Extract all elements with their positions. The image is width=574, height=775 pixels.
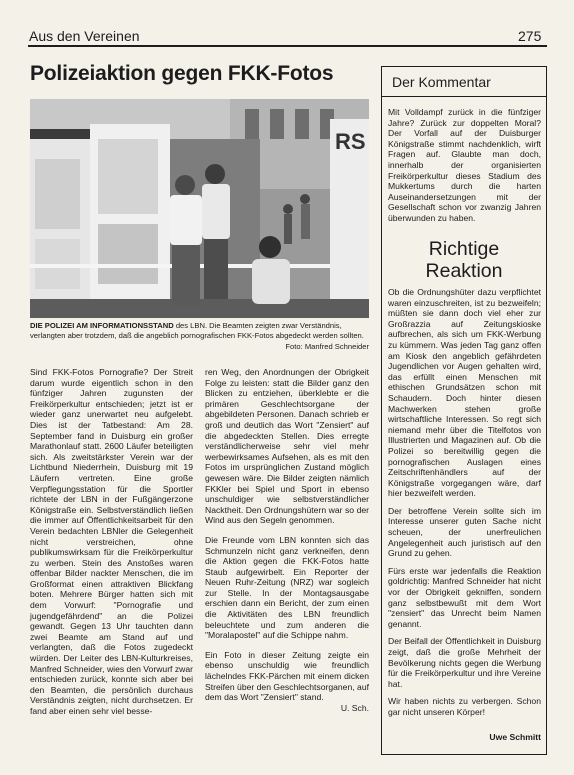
photo-caption (30, 321, 369, 352)
article-photo (30, 99, 369, 318)
article-column-2 (205, 367, 369, 713)
police-at-info-stand-photo (30, 99, 369, 318)
commentary-title-line: Reaktion (425, 260, 503, 282)
page-number: 275 (518, 28, 542, 44)
caption-lead: DIE POLIZEI AM INFORMATIONSSTAND (30, 321, 174, 330)
article-paragraph: Ein Foto in dieser Zeitung zeigte ein ebenso unschuldig wie freundlich lächelndes FKK-Pärchen mit einem dicken Streifen über den Geschlechtsorganen, auf dem das Wort "Zensiert" stand. (205, 649, 369, 703)
commentary-intro: Mit Volldampf zurück in die fünfziger Jahre? Zurück zur doppelten Moral? Der Vorfall auf der Duisburger Königstraße stimmt nachdenklich, wirft Fragen auf. Glaubte man doch, innerhalb der organisierten Freikörperkultur dieses Stadium des Mukkertums durch die harten Auseinandersetzungen mit der Gesellschaft schon vor zwanzig Jahren überwunden zu haben. (388, 107, 541, 223)
header-rule (28, 45, 547, 47)
commentary-title (381, 238, 547, 282)
article-column-1 (30, 367, 193, 717)
commentary-paragraph: Wir haben nichts zu verbergen. Schon gar nicht unseren Körper! (388, 696, 541, 717)
commentary-paragraph: Der Beifall der Öffentlichkeit in Duisburg zeigt, daß die große Mehrheit der Bevölkerung nichts gegen die Werbung für die Freikörperkultur und ihre Vereine hat. (388, 636, 541, 689)
article-headline: Polizeiaktion gegen FKK-Fotos (30, 62, 334, 85)
commentary-paragraph: Der betroffene Verein sollte sich im Interesse unserer guten Sache nicht scheuen, der unerfreulichen Angelegenheit auch juristisch auf den Grund zu gehen. (388, 505, 541, 559)
caption-text: des LBN. Die Beamten zeigten zwar Verständnis, verlangten aber trotzdem, daß die angeblich pornografischen FKK-Fotos abgedeckt werden sollten. (30, 321, 364, 341)
photo-credit: Foto: Manfred Schneider (285, 341, 369, 351)
article-signature: U. Sch. (340, 702, 369, 713)
section-title: Aus den Vereinen (29, 28, 140, 44)
commentary-author: Uwe Schmitt (489, 732, 541, 742)
article-paragraph: Die Freunde vom LBN konnten sich das Schmunzeln nicht ganz verkneifen, denn die Aktion gegen die FKK-Fotos hatte Staub aufgewirbelt. Ein Reporter der Neuen Ruhr-Zeitung (NRZ) war sogleich zur Stelle. In der Montagsausgabe erschien dann ein Bericht, der zum einen die Aktivitäten des LBN freundlich beleuchtete und zum anderen die "Moralapostel" auf die Schippe nahm. (205, 534, 369, 641)
stand-sign-text: RS (335, 129, 366, 154)
commentary-rule (381, 96, 547, 97)
article-paragraph: ren Weg, den Anordnungen der Obrigkeit Folge zu leisten: statt die Bilder ganz den Blicken zu entziehen, überklebte er die primären Geschlechtsorgane der abgebildeten Personen. Danach schrieb er groß und deutlich das Wort "Zensiert" auf die abgedeckten Stellen. Dies erregte verständlicherweise sehr viel mehr werbewirksames Aufsehen, als es mit den Fotos im ursprünglichen Zustand möglich gewesen wäre. Die Bilder zeigten nämlich FKKler bei Spiel und Sport in ebenso unschuldiger wie selbstverständlicher Nacktheit. Den Ordnungshütern war so der Wind aus den Segeln genommen. (205, 367, 369, 526)
commentary-paragraph: Fürs erste war jedenfalls die Reaktion goldrichtig: Manfred Schneider hat nicht vor der Obrigkeit gekniffen, sondern ganz selbstbewußt mit dem Wort "zensiert" das Unrecht beim Namen genannt. (388, 565, 541, 629)
commentary-label: Der Kommentar (392, 74, 491, 90)
commentary-title-line: Richtige (428, 238, 500, 260)
commentary-paragraph: Ob die Ordnungshüter dazu verpflichtet waren einzuschreiten, ist zu bezweifeln; müßten sie dann doch viel eher zur Großrazzia auf Zeitungskioske aufbrechen, als sich um FKK-Werbung zu kümmern. Was jeden Tag ganz offen am Kiosk den angeblich gefährdeten Jugendlichen vor Augen gehalten wird, das erfüllt einen Menschen mit ethischen Grundsätzen schon mit Schaudern. Doch hinter diesen Machwerken stehen große wirtschaftliche Interessen. So regt sich niemand mehr über die Titelfotos von Illustrierten und Magazinen auf. Ob die Polizei so bereitwillig gegen die pornografischen Auslagen eines Zeitschriftenhändlers auf der Königstraße vorgegangen wäre, darf hier bezweifelt werden. (388, 287, 541, 499)
commentary-body (388, 287, 541, 718)
article-paragraph: Sind FKK-Fotos Pornografie? Der Streit darum wurde eigentlich schon in den fünfziger Jahren zugunsten der Freikörperkultur entschieden; jetzt ist er wieder ganz unerwartet neu aufgelebt. Dies ist der Tatbestand: Am 28. September fand in Duisburg ein großer Marathonlauf statt. 2600 Läufer beteiligten sich. Als zweitstärkster Verein war der Lichtbund Niederrhein, Duisburg mit 19 Läufern vertreten. Eine große Verpflegungsstation für die Sportler richtete der LBN in der Fußgängerzone Königstraße ein. Selbstverständlich ließen die immer auf Öffentlichkeitsarbeit für den Verein bedachten LBNler die Gelegenheit nicht verstreichen, ohne publikumswirksam für die Freikörperkultur zu werben. Stein des Anstoßes waren offenbar Bilder nackter Menschen, die im Großformat einen attraktiven Blickfang boten. Mehrere Bürger hatten sich mit dem Vorwurf: "Pornografie und jugendgefährdend" an die Polizei gewandt. Gegen 13 Uhr tauchten dann zwei Beamte am Stand auf und verlangten, daß die Fotos zugedeckt würden. Der Leiter des LBN-Kulturkreises, Manfred Schneider, wies den Vorwurf zwar entschieden zurück, konnte sich aber bei den Beamten, die persönlich durchaus Verständnis zeigten, nicht durchsetzen. Er fand aber einen sehr viel besse- (30, 367, 193, 716)
